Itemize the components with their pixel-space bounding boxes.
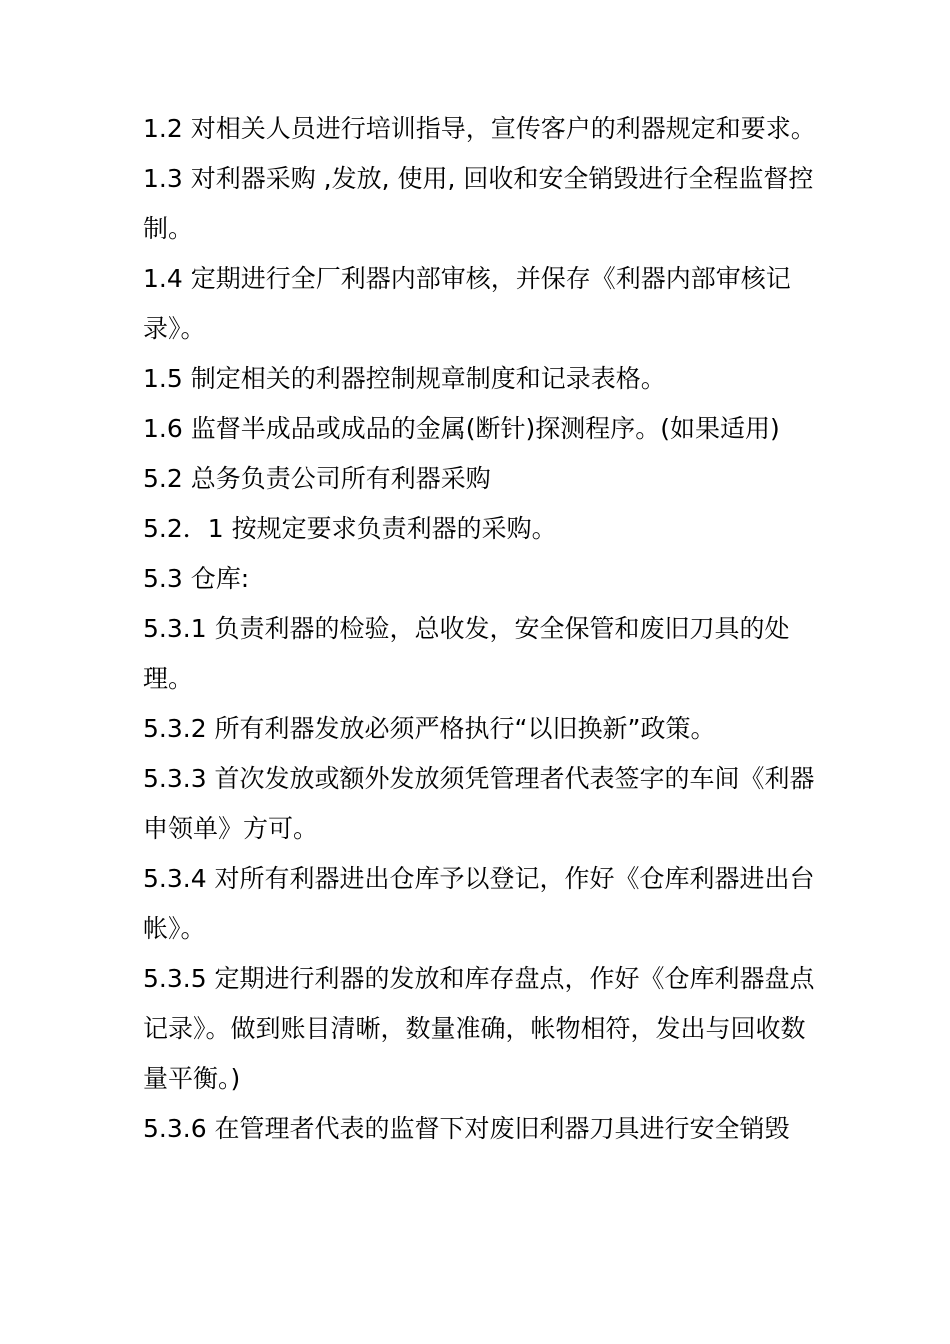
section-heading-5-2: 5.2 总务负责公司所有利器采购 — [143, 464, 491, 493]
paragraph-5-3-4: 5.3.4 对所有利器进出仓库予以登记，作好《仓库利器进出台帐》。 — [143, 864, 815, 943]
document-body — [143, 104, 818, 1154]
paragraph-5-3-1: 5.3.1 负责利器的检验，总收发，安全保管和废旧刀具的处理。 — [143, 614, 790, 693]
section-heading-5-3: 5.3 仓库: — [143, 564, 250, 593]
paragraph-1-2: 1.2 对相关人员进行培训指导，宣传客户的利器规定和要求。 — [143, 114, 816, 143]
paragraph-5-3-6: 5.3.6 在管理者代表的监督下对废旧利器刀具进行安全销毁 — [143, 1114, 790, 1143]
paragraph-1-5: 1.5 制定相关的利器控制规章制度和记录表格。 — [143, 364, 666, 393]
paragraph-5-2-1: 5.2．1 按规定要求负责利器的采购。 — [143, 514, 557, 543]
paragraph-5-3-5: 5.3.5 定期进行利器的发放和库存盘点，作好《仓库利器盘点记录》。做到账目清晰，数量准确，帐物相符，发出与回收数量平衡。) — [143, 964, 815, 1093]
paragraph-1-4: 1.4 定期进行全厂利器内部审核，并保存《利器内部审核记录》。 — [143, 264, 791, 343]
paragraph-5-3-3: 5.3.3 首次发放或额外发放须凭管理者代表签字的车间《利器申领单》方可。 — [143, 764, 815, 843]
paragraph-5-3-2: 5.3.2 所有利器发放必须严格执行“以旧换新”政策。 — [143, 714, 716, 743]
paragraph-1-3: 1.3 对利器采购 ,发放, 使用, 回收和安全销毁进行全程监督控制。 — [143, 164, 814, 243]
paragraph-1-6: 1.6 监督半成品或成品的金属(断针)探测程序。(如果适用) — [143, 414, 780, 443]
